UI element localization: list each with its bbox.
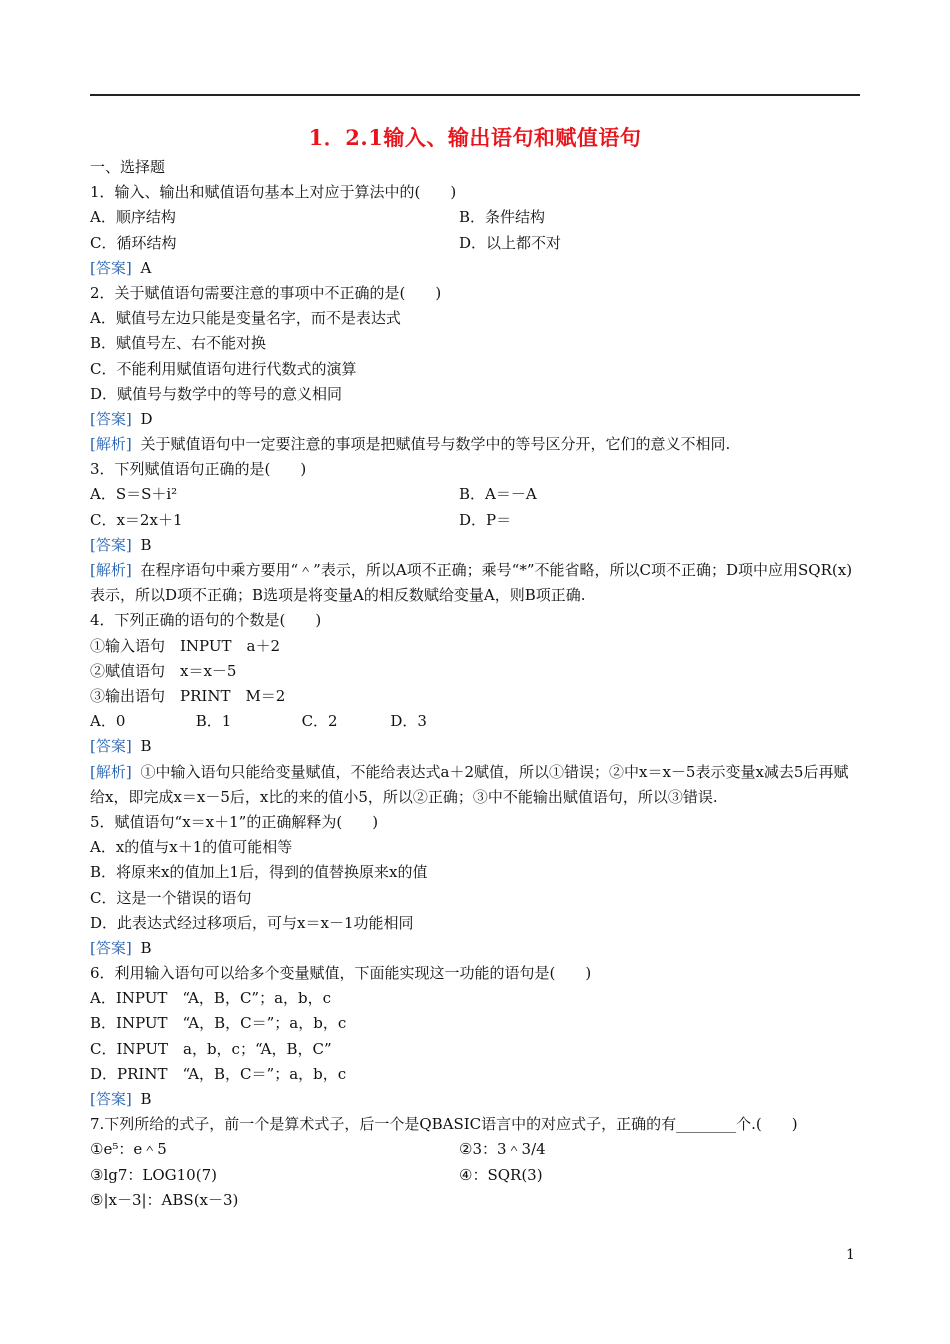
q6-stem: 6．利用输入语句可以给多个变量赋值，下面能实现这一功能的语句是( )	[90, 964, 592, 983]
q3-answer	[90, 533, 862, 558]
header-rule	[90, 94, 860, 96]
q3-option-c: C．x＝2x＋1	[90, 510, 183, 529]
q2-option-a: A．赋值号左边只能是变量名字，而不是表达式	[90, 309, 401, 328]
q7-stem: 7.下列所给的式子，前一个是算术式子，后一个是QBASIC语言中的对应式子，正确的有________个.( )	[90, 1115, 798, 1134]
q2-analysis-text: 关于赋值语句中一定要注意的事项是把赋值号与数学中的等号区分开，它们的意义不相同.	[140, 435, 731, 454]
q2-analysis	[90, 432, 862, 457]
q4-stem: 4．下列正确的语句的个数是( )	[90, 611, 322, 630]
answer-tag: [答案]	[90, 1090, 132, 1108]
q1-option-a: A．顺序结构	[90, 208, 176, 227]
q4-option-d: D．3	[390, 712, 427, 731]
q5-answer	[90, 936, 862, 961]
q5-option-c: C．这是一个错误的语句	[90, 888, 252, 907]
q3-option-b: B．A＝－A	[459, 485, 537, 504]
q3-options-row2	[90, 508, 862, 533]
q4-statement-2: ②赋值语句 x＝x－5	[90, 661, 237, 680]
answer-tag: [答案]	[90, 409, 132, 428]
answer-tag: [答案]	[90, 258, 132, 277]
analysis-tag: [解析]	[90, 561, 132, 579]
q7-item-4: ④：SQR(3)	[459, 1165, 543, 1184]
q3-answer-value: B	[140, 535, 152, 554]
q4-analysis-text: ①中输入语句只能给变量赋值，不能给表达式a＋2赋值，所以①错误；②中x＝x－5表示变量x减去5后再赋给x，即完成x＝x－5后，x比的来的值小5，所以②正确；③中不能输出赋值语句，所以③错误.	[90, 762, 849, 806]
q2-option-c: C．不能利用赋值语句进行代数式的演算	[90, 359, 357, 378]
q4-answer	[90, 734, 862, 759]
answer-tag: [答案]	[90, 938, 132, 957]
q2-option-b: B．赋值号左、右不能对换	[90, 334, 267, 353]
q5-option-a: A．x的值与x＋1的值可能相等	[90, 838, 293, 857]
analysis-tag: [解析]	[90, 762, 132, 781]
q3-option-a: A．S＝S＋i²	[90, 485, 178, 504]
q3-analysis-text: 在程序语句中乘方要用“＾”表示，所以A项不正确；乘号“*”不能省略，所以C项不正确；D项中应用SQR(x)表示，所以D项不正确；B选项是将变量A的相反数赋给变量A，则B项正确.	[90, 561, 853, 605]
q6-option-d: D．PRINT “A，B，C＝”；a，b，c	[90, 1064, 347, 1083]
q4-statement-3: ③输出语句 PRINT M＝2	[90, 686, 286, 705]
q2-stem: 2．关于赋值语句需要注意的事项中不正确的是( )	[90, 283, 442, 302]
q1-options-row2	[90, 231, 862, 256]
q7-item-5: ⑤|x－3|：ABS(x－3)	[90, 1190, 239, 1209]
q4-analysis	[90, 760, 862, 810]
q1-options-row1	[90, 205, 862, 230]
q6-answer-value: B	[140, 1090, 152, 1108]
answer-tag: [答案]	[90, 737, 132, 756]
q5-answer-value: B	[140, 938, 152, 957]
q4-statement-1: ①输入语句 INPUT a＋2	[90, 636, 281, 655]
q5-option-b: B．将原来x的值加上1后，得到的值替换原来x的值	[90, 863, 428, 882]
q6-answer	[90, 1087, 862, 1112]
q3-options-row1	[90, 482, 862, 507]
q2-answer	[90, 407, 862, 432]
q2-answer-value: D	[140, 409, 153, 428]
q7-item-2: ②3：3＾3/4	[459, 1140, 546, 1159]
q1-answer	[90, 256, 862, 281]
section-heading: 一、选择题	[90, 158, 166, 176]
q1-option-c: C．循环结构	[90, 233, 177, 252]
q4-option-b: B．1	[195, 712, 232, 731]
q7-item-3: ③lg7：LOG10(7)	[90, 1165, 217, 1184]
q4-answer-value: B	[140, 737, 152, 756]
q5-stem: 5．赋值语句“x＝x＋1”的正确解释为( )	[90, 812, 379, 831]
page-number: 1	[846, 1247, 855, 1263]
q7-item-1: ①e⁵：e＾5	[90, 1140, 167, 1159]
q3-stem: 3．下列赋值语句正确的是( )	[90, 460, 307, 479]
q7-items-row2	[90, 1163, 862, 1188]
q6-option-c: C．INPUT a，b，c；“A，B，C”	[90, 1039, 332, 1058]
q7-items-row1	[90, 1137, 862, 1162]
q3-analysis	[90, 558, 862, 608]
page-title: 1．2.1输入、输出语句和赋值语句	[308, 125, 642, 150]
q1-option-b: B．条件结构	[459, 208, 546, 227]
q5-option-d: D．此表达式经过移项后，可与x＝x－1功能相同	[90, 913, 414, 932]
q6-option-a: A．INPUT “A，B，C”；a，b，c	[90, 989, 332, 1008]
document-body	[90, 155, 862, 1213]
q6-option-b: B．INPUT “A，B，C＝”；a，b，c	[90, 1014, 347, 1033]
q4-option-a: A．0	[90, 712, 126, 731]
q1-stem: 1．输入、输出和赋值语句基本上对应于算法中的( )	[90, 183, 457, 202]
q4-options	[90, 709, 862, 734]
q1-option-d: D．以上都不对	[459, 233, 562, 252]
answer-tag: [答案]	[90, 535, 132, 554]
q4-option-c: C．2	[301, 712, 338, 731]
q3-option-d: D．P＝	[459, 510, 512, 529]
q1-answer-value: A	[140, 258, 152, 277]
analysis-tag: [解析]	[90, 435, 132, 454]
q2-option-d: D．赋值号与数学中的等号的意义相同	[90, 384, 343, 403]
